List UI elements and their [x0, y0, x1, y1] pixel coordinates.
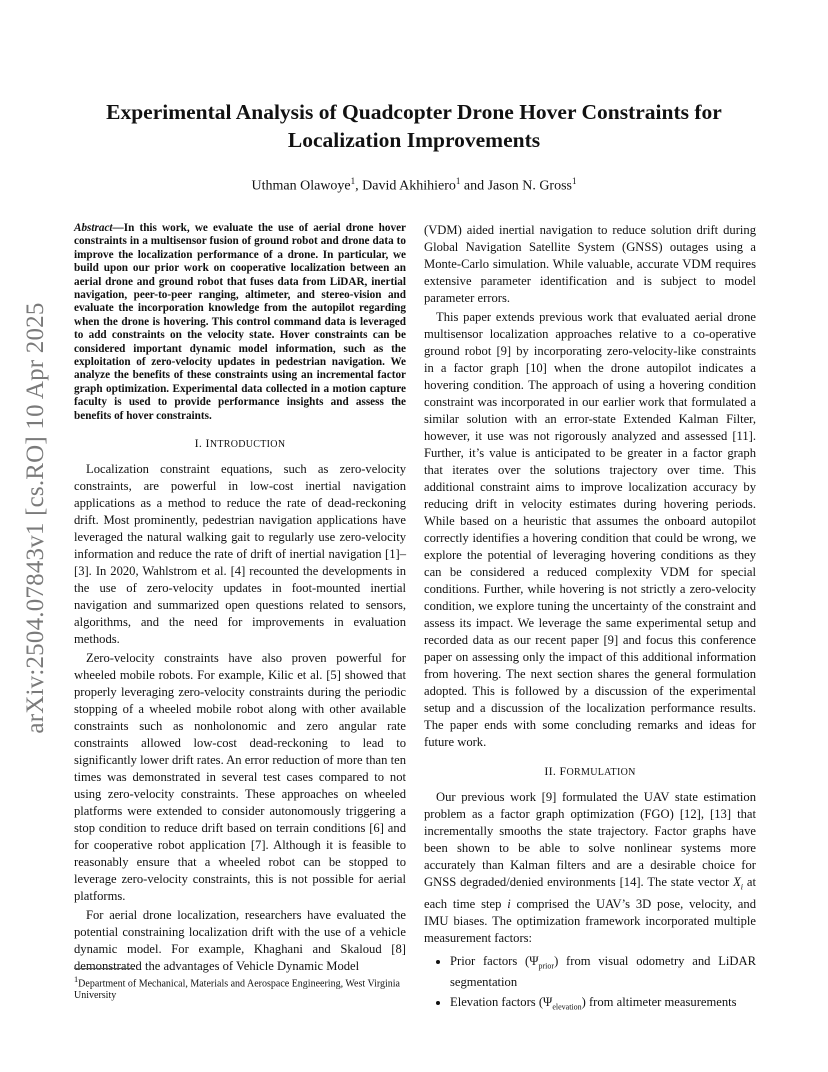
factor-text: Elevation factors (Ψ — [450, 995, 553, 1010]
author-2-affiliation: 1 — [455, 176, 461, 186]
formulation-text-a: Our previous work [9] formulated the UAV state estimation problem as a factor graph optimization (FGO) [12], [13] that incrementally smooths the state trajectory. Factor graphs have been shown to be able to solve nonlinear systems more accurately than Kalman filters and are a desirable choice for GNSS degraded/denied environments [14]. The state vector — [424, 790, 756, 889]
arxiv-identifier — [22, 278, 48, 758]
factor-list — [424, 953, 756, 1016]
abstract-label: Abstract — [74, 222, 113, 234]
right-column — [424, 222, 756, 1019]
section-initial: I — [205, 436, 210, 451]
factor-text: Prior factors (Ψ — [450, 953, 539, 968]
section-number: II. — [544, 764, 560, 778]
author-3: Jason N. Gross — [487, 178, 572, 194]
right-paragraph-1: (VDM) aided inertial navigation to reduce solution drift during Global Navigation Satellite System (GNSS) outages using a Monte-Carlo simulation. While valuable, accurate VDM requires extensive parameter identification and is subject to model parameter errors. — [424, 223, 756, 305]
abstract-text: In this work, we evaluate the use of aerial drone hover constraints in a multisensor fusion of ground robot and drone data to improve the localization performance of a drone. In particular, we build upon our prior work on cooperative localization between an aerial drone and ground robot that fuses data from LiDAR, inertial navigation, peer-to-peer ranging, altimeter, and stereo-vision and evaluate the incorporation knowledge from the autopilot regarding when the drone is hovering. This control command data is leveraged to add constraints on the velocity state. Hover constraints can be considered important dynamic model information, such as the exploitation of zero-velocity updates in pedestrian navigation. We analyze the benefits of these constraints using an incremental factor graph optimization. Experimental data collected in a motion capture faculty is used to provide performance insights and assess the benefits of hover constraints. — [74, 222, 406, 422]
author-list — [60, 176, 768, 195]
list-item — [450, 953, 756, 992]
footnote-mark: 1 — [74, 975, 79, 984]
factor-text: ) from visual odometry and LiDAR segmentation — [450, 953, 756, 990]
section-title-rest: ORMULATION — [566, 767, 636, 778]
author-3-affiliation: 1 — [571, 176, 577, 186]
title-line-2: Localization Improvements — [287, 128, 541, 152]
title-line-1: Experimental Analysis of Quadcopter Drone Hover Constraints for — [106, 100, 722, 124]
author-1: Uthman Olawoye — [251, 178, 351, 194]
author-separator: and — [460, 178, 488, 194]
author-1-affiliation: 1 — [350, 176, 356, 186]
abstract — [74, 222, 406, 423]
section-heading-introduction — [74, 435, 406, 453]
footnote — [74, 974, 406, 1002]
paper-title — [60, 98, 768, 154]
section-initial: F — [559, 764, 567, 778]
time-index: i — [507, 896, 511, 911]
state-variable: X — [733, 875, 741, 889]
intro-paragraph-2: Zero-velocity constraints have also proven powerful for wheeled mobile robots. For example, Kilic et al. [5] showed that properly leveraging zero-velocity constraints during the periodic stopping of a wheeled mobile robot along with other available constraints such as nonholonomic and zero angular rate constraints allowed low-cost dead-reckoning to lead to significantly lower drift rates. An error reduction of more than ten times was demonstrated in several test cases compared to not using zero-velocity constraints. These approaches on wheeled platforms were extended to consider autonomously triggering a stop condition to reduce drift based on terrain conditions [6] and for cooperative robot application [7]. Although it is feasible to reasonably ensure that a wheeled robot can be stopped to leverage zero-velocity constraints, this is not possible for aerial platforms. — [74, 651, 406, 904]
footnote-divider — [74, 968, 134, 969]
state-variable-index: i — [740, 882, 744, 892]
section-heading-formulation — [424, 763, 756, 781]
author-2: David Akhihiero — [362, 178, 456, 194]
formulation-paragraph-1 — [424, 789, 756, 947]
factor-subscript: prior — [538, 961, 555, 971]
formulation-text-b: at each time step — [424, 875, 756, 911]
right-paragraph-2: This paper extends previous work that evaluated aerial drone multisensor localization approaches relative to a co-operative ground robot [9] by incorporating zero-velocity-like constraints in a factor graph [10] when the drone autopilot indicates a hovering condition. The approach of using a hovering condition constraint was incorporated in our earlier work that formulated a similar solution with an error-state Extended Kalman Filter, however, it use was not rigorously analyzed and assessed [11]. Further, it’s value is anticipated to be greater in a factor graph that iterates over the solutions trajectory over time. This additional constraint aims to improve localization accuracy by reducing drift in velocity estimates during hovering periods. While based on a heuristic that assumes the onboard autopilot correctly identifies a hovering condition that could be wrong, we explore the potential of leveraging hovering conditions as they can be considered a reduced complexity VDM for special conditions. Further, while hovering is not strictly a zero-velocity condition, we explore tuning the uncertainty of the constraint and assess its impact. We leverage the same experimental setup and recorded data as our recent paper [9] and focus this conference paper on assessing only the impact of this additional information from hovering. The next section shares the general formulation adopted. This is followed by a discussion of the experimental setup and a discussion of the localization performance results. The paper ends with some concluding remarks and ideas for future work. — [424, 310, 756, 749]
footnote-text: Department of Mechanical, Materials and Aerospace Engineering, West Virginia University — [74, 978, 400, 1002]
formulation-text-c: comprised the UAV’s 3D pose, velocity, and IMU biases. The optimization framework incorporated multiple measurement factors: — [424, 896, 756, 945]
factor-text: ) from altimeter measurements — [581, 995, 737, 1010]
factor-subscript: elevation — [552, 1002, 582, 1012]
author-separator: , — [355, 178, 363, 194]
section-number: I. — [194, 436, 206, 451]
intro-paragraph-3: For aerial drone localization, researchers have evaluated the potential constraining localization drift with the use of a vehicle dynamic model. For example, Khaghani and Skaloud [8] demonstrated the advantages of Vehicle Dynamic Model — [74, 908, 406, 974]
list-item — [450, 994, 756, 1016]
intro-paragraph-1: Localization constraint equations, such as zero-velocity constraints, are powerful in low-cost inertial navigation applications as a method to reduce the rate of dead-reckoning drift. Most prominently, pedestrian navigation applications have leveraged the natural walking gait to regularly use zero-velocity information and reduce the rate of drift of inertial navigation [1]–[3]. In 2020, Wahlstrom et al. [4] recounted the developments in the use of zero-velocity updates in foot-mounted inertial navigation and summarized open questions related to sensors, algorithms, and the need for improvements in evaluation methods. — [74, 462, 406, 647]
arxiv-identifier-text: arXiv:2504.07843v1 [cs.RO] 10 Apr 2025 — [22, 302, 49, 734]
left-column — [74, 222, 406, 977]
abstract-dash: — — [112, 222, 124, 234]
section-title-rest: NTRODUCTION — [209, 439, 286, 451]
